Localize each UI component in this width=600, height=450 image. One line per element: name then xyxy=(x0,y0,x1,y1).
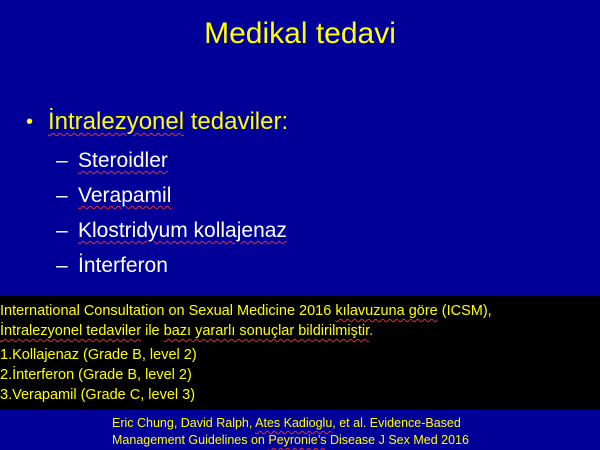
sub-bullet-label: Verapamil xyxy=(78,184,172,207)
guideline-note-box xyxy=(0,296,600,410)
note-line xyxy=(0,301,492,321)
note-line xyxy=(0,321,373,341)
bullet-text-part: İntralezyonel xyxy=(48,108,185,135)
sub-bullet-list xyxy=(56,143,287,283)
note-text-part: . xyxy=(369,323,374,339)
reference-text-part: Eric Chung, David Ralph, xyxy=(112,416,256,430)
sub-bullet-label: Klostridyum kollajenaz xyxy=(78,219,287,242)
note-list-item: 1.Kollajenaz (Grade B, level 2) xyxy=(0,347,197,363)
note-list-item: 2.İnterferon (Grade B, level 2) xyxy=(0,367,192,383)
reference-text-part: Management Guidelines on xyxy=(112,433,269,447)
reference-text-part: Ates Kadioglu xyxy=(255,416,333,430)
reference-line xyxy=(112,415,461,432)
sub-bullet-item xyxy=(56,213,287,248)
reference-text-part: Peyronie’s xyxy=(268,433,327,447)
note-text-part: kılavuzuna göre xyxy=(335,303,438,319)
slide-title: Medikal tedavi xyxy=(204,17,396,50)
note-text-part: bazı yararlı sonuçlar bildirilmiştir xyxy=(163,323,370,339)
dash-icon: – xyxy=(56,149,68,172)
bullet-dot-icon: • xyxy=(26,111,34,133)
note-text-part: İntralezyonel tedaviler xyxy=(0,323,142,339)
note-text-part: (ICSM), xyxy=(437,303,492,319)
sub-bullet-item xyxy=(56,178,287,213)
bullet-text-part: tedaviler: xyxy=(184,108,289,135)
dash-icon: – xyxy=(56,184,68,207)
sub-bullet-label: Steroidler xyxy=(78,149,168,172)
reference-line xyxy=(112,432,469,449)
reference-text-part: Disease J Sex Med 2016 xyxy=(326,433,469,447)
note-list-item: 3.Verapamil (Grade C, level 3) xyxy=(0,387,196,403)
note-text-part: ile xyxy=(141,323,164,339)
sub-bullet-item xyxy=(56,248,287,283)
sub-bullet-item xyxy=(56,143,287,178)
sub-bullet-label: İnterferon xyxy=(78,254,168,277)
dash-icon: – xyxy=(56,254,68,277)
dash-icon: – xyxy=(56,219,68,242)
reference-text-part: , et al. Evidence-Based xyxy=(332,416,461,430)
note-text-part: International Consultation on Sexual Medicine 2016 xyxy=(0,303,336,319)
main-bullet xyxy=(26,106,288,138)
